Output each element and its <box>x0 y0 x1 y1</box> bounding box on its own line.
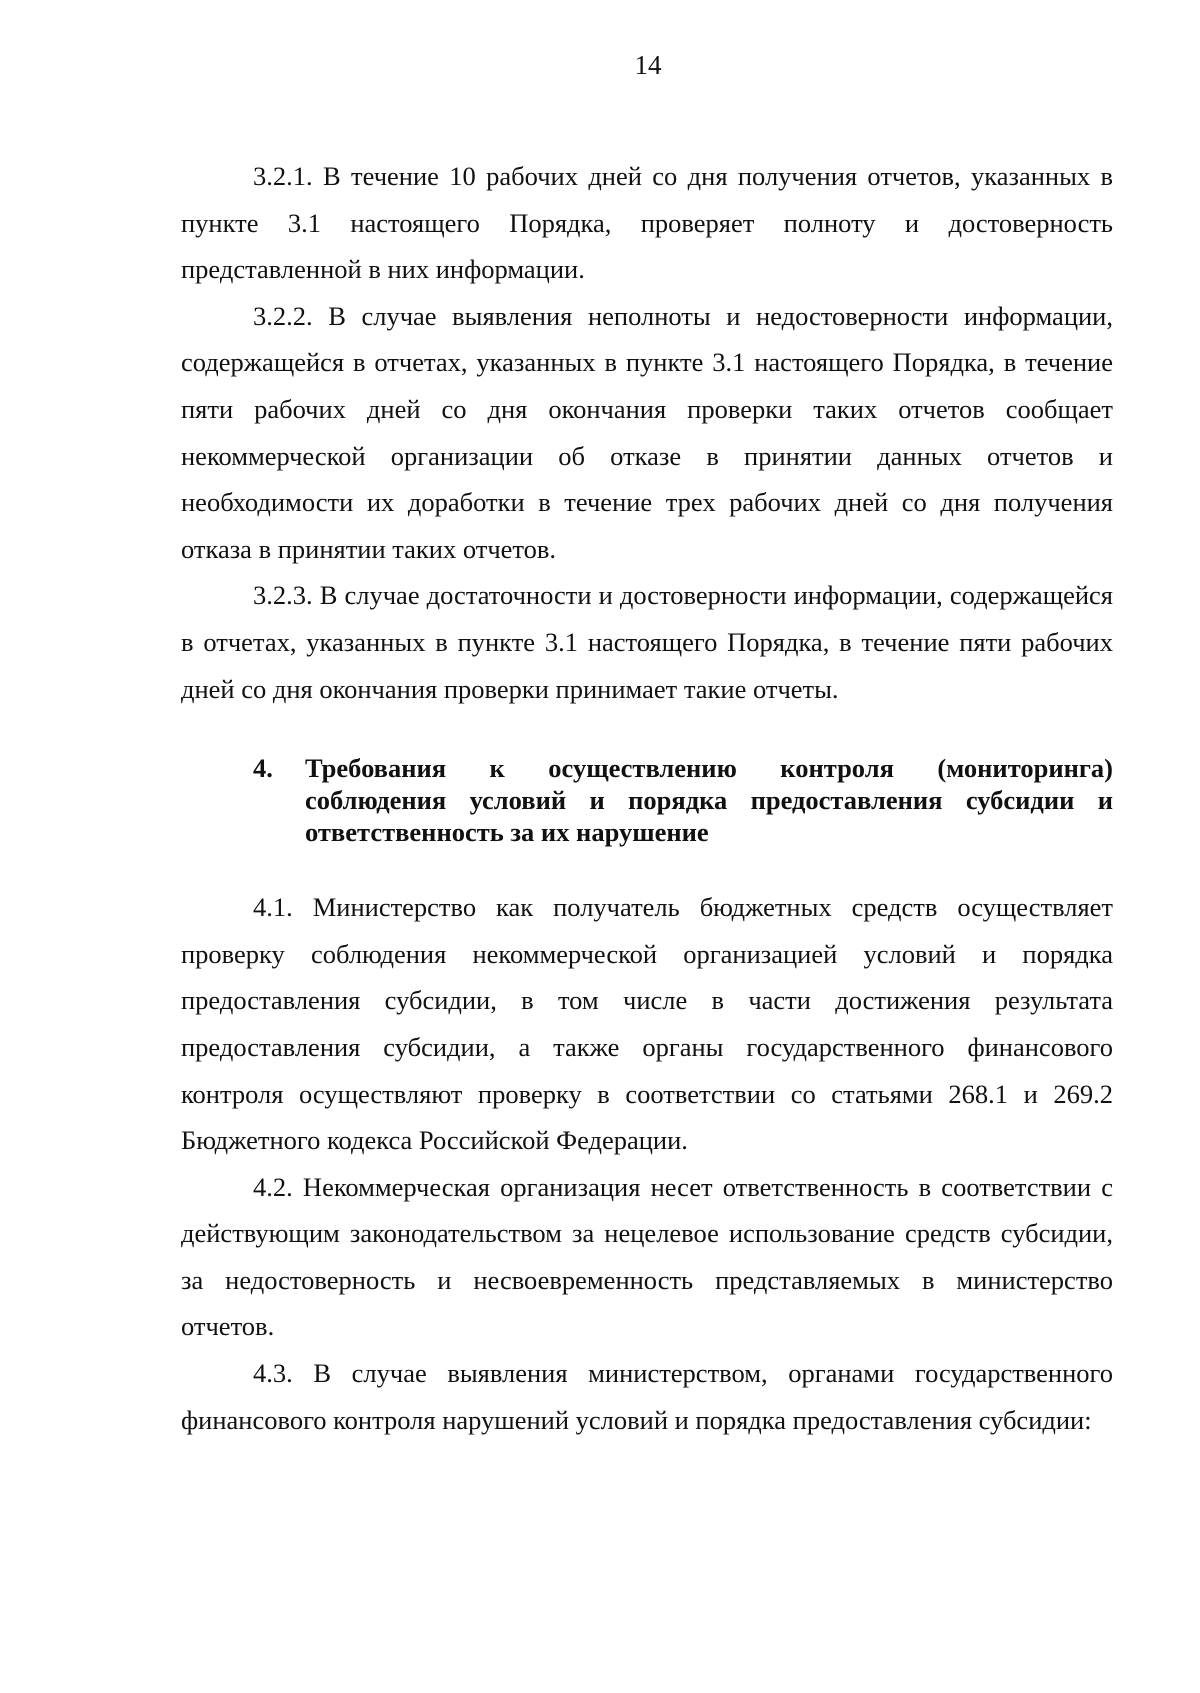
section-number: 4. <box>253 753 273 784</box>
section-heading <box>181 752 1113 848</box>
paragraph-4-1: 4.1. Министерство как получатель бюджетных средств осуществляет проверку соблюдения некоммерческой организацией условий и порядка предоставления субсидии, в том числе в части достижения результата предоставления субсидии, а также органы государственного финансового контроля осуществляют проверку в соответствии со статьями 268.1 и 269.2 Бюджетного кодекса Российской Федерации. <box>181 892 1113 1156</box>
document-body <box>181 153 1113 1443</box>
paragraph-3-2-3: 3.2.3. В случае достаточности и достоверности информации, содержащейся в отчетах, указанных в пункте 3.1 настоящего Порядка, в течение пяти рабочих дней со дня окончания проверки принимает такие отчеты. <box>181 580 1113 704</box>
paragraph-4-2: 4.2. Некоммерческая организация несет ответственность в соответствии с действующим законодательством за нецелевое использование средств субсидии, за недостоверность и несвоевременность представляемых в министерство отчетов. <box>181 1171 1113 1342</box>
page-number: 14 <box>634 50 662 80</box>
paragraph-3-2-2: 3.2.2. В случае выявления неполноты и недостоверности информации, содержащейся в отчетах, указанных в пункте 3.1 настоящего Порядка, в течение пяти рабочих дней со дня окончания проверки таких отчетов сообщает некоммерческой организации об отказе в принятии данных отчетов и необходимости их доработки в течение трех рабочих дней со дня получения отказа в принятии таких отчетов. <box>181 300 1113 564</box>
paragraph-3-2-1: 3.2.1. В течение 10 рабочих дней со дня получения отчетов, указанных в пункте 3.1 настоящего Порядка, проверяет полноту и достоверность представленной в них информации. <box>181 161 1113 285</box>
paragraph-4-3: 4.3. В случае выявления министерством, органами государственного финансового контроля нарушений условий и порядка предоставления субсидии: <box>181 1358 1113 1435</box>
section-title: Требования к осуществлению контроля (мониторинга) соблюдения условий и порядка предоставления субсидии и ответственность за их нарушение <box>305 753 1113 848</box>
